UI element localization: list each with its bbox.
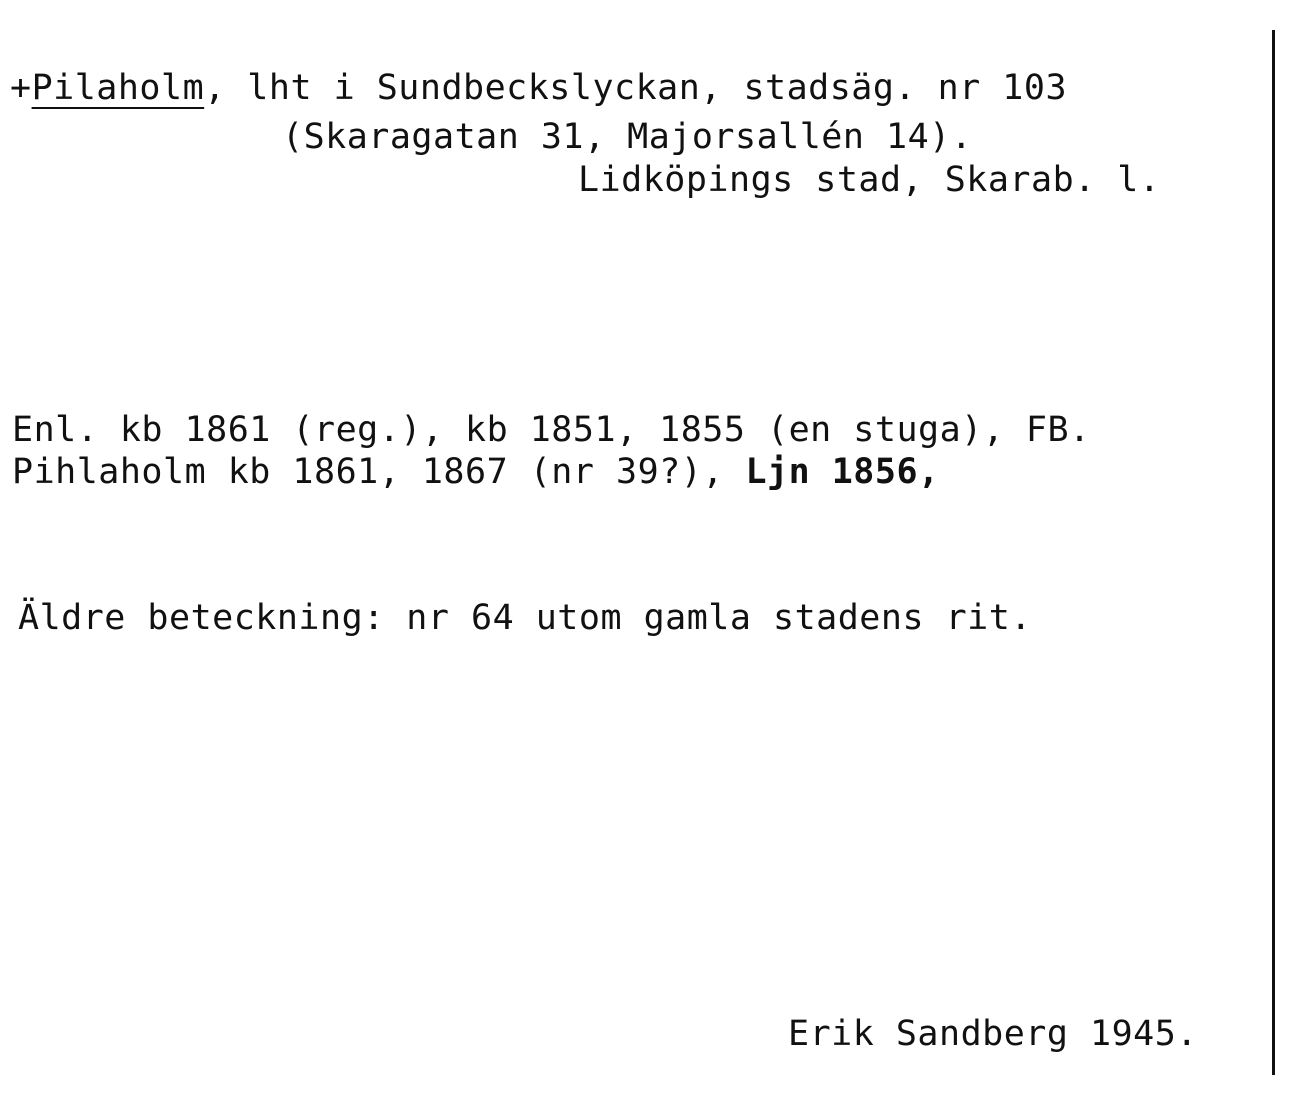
- entry-description: , lht i Sundbeckslyckan, stadsäg. nr 103: [204, 68, 1068, 108]
- sources-line-1: Enl. kb 1861 (reg.), kb 1851, 1855 (en stuga), FB.: [12, 410, 1091, 450]
- sources-line-2-text: Pihlaholm kb 1861, 1867 (nr 39?),: [12, 452, 746, 492]
- entry-location-line: Lidköpings stad, Skarab. l.: [578, 160, 1161, 200]
- older-designation: Äldre beteckning: nr 64 utom gamla stadens rit.: [18, 598, 1032, 638]
- signature: Erik Sandberg 1945.: [788, 1014, 1198, 1054]
- entry-address-line: (Skaragatan 31, Majorsallén 14).: [282, 117, 973, 157]
- sources-line-2-bold: Ljn 1856,: [745, 452, 940, 492]
- entry-heading-line: [10, 68, 1067, 108]
- entry-marker: +: [10, 68, 32, 108]
- entry-headword: Pilaholm: [31, 68, 205, 108]
- card-edge-line: [1272, 30, 1275, 1075]
- sources-line-2: [12, 452, 940, 492]
